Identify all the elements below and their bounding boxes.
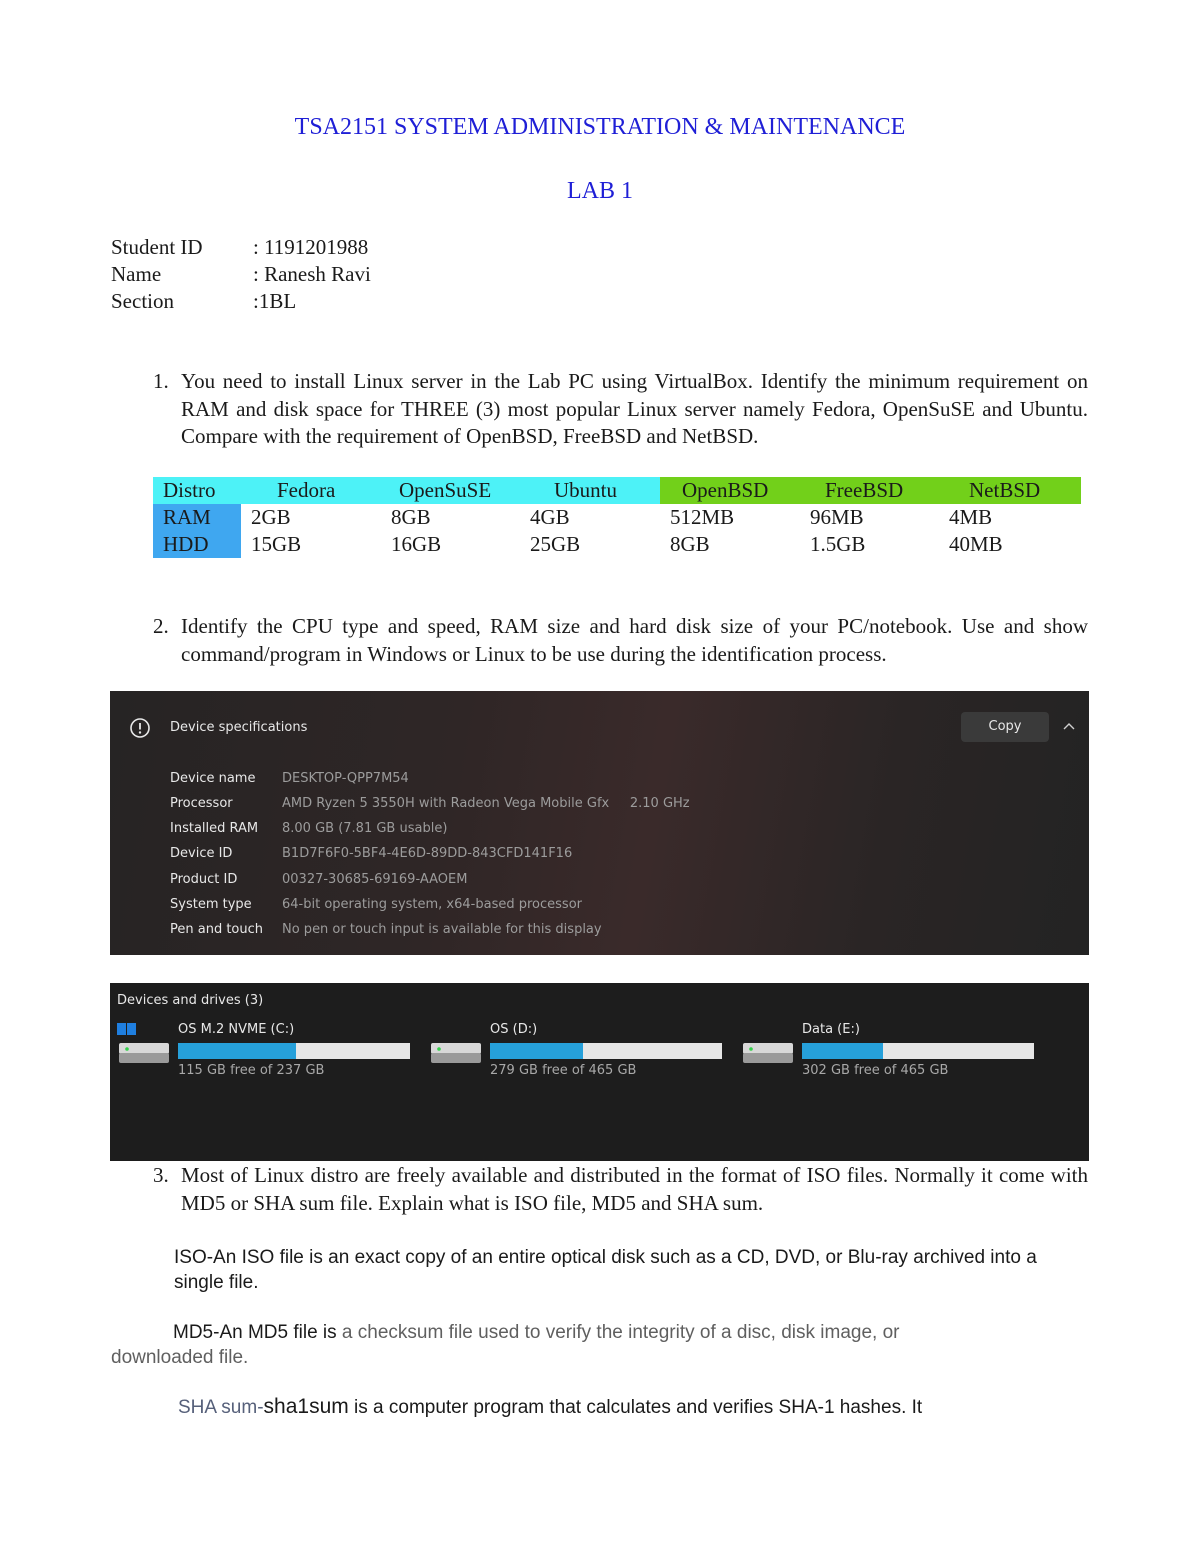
answer-md5-body: a checksum file used to verify the integrity of a disc, disk image, or (341, 1322, 900, 1343)
spec-label: Processor (170, 796, 233, 811)
device-specs-title: Device specifications (170, 720, 308, 735)
course-title: TSA2151 SYSTEM ADMINISTRATION & MAINTENANCE (294, 114, 906, 140)
question-3-text: Most of Linux distro are freely available and distributed in the format of ISO files. Normally it come with MD5 or SHA sum file. Explain what is ISO file, MD5 and SHA sum. (181, 1163, 1088, 1215)
question-3-number: 3. (153, 1163, 169, 1187)
spec-value: DESKTOP-QPP7M54 (282, 771, 409, 786)
drive-name: OS (D:) (490, 1022, 538, 1037)
table-header-row (153, 477, 1081, 504)
spec-value: B1D7F6F0-5BF4-4E6D-89DD-843CFD141F16 (282, 846, 573, 861)
table-header-cell: OpenSuSE (399, 478, 492, 502)
table-cell: 4MB (949, 505, 993, 529)
drive-usage-fill (490, 1043, 583, 1059)
spec-label: Device name (170, 771, 256, 786)
table-cell: 512MB (670, 505, 735, 529)
answer-sha (178, 1394, 1078, 1420)
spec-value: 64-bit operating system, x64-based processor (282, 897, 582, 912)
table-cell: 40MB (949, 532, 1003, 556)
table-header-cell: NetBSD (969, 478, 1041, 502)
drive-free-space: 115 GB free of 237 GB (178, 1063, 325, 1078)
drive-name: Data (E:) (802, 1022, 860, 1037)
table-cell: RAM (163, 505, 211, 529)
question-1 (153, 368, 1088, 451)
question-3 (153, 1162, 1088, 1217)
answer-iso: ISO-An ISO file is an exact copy of an entire optical disk such as a CD, DVD, or Blu-ray archived into a single file. (174, 1247, 1037, 1293)
spec-value: No pen or touch input is available for this display (282, 922, 602, 937)
chevron-up-icon[interactable] (1062, 720, 1076, 734)
table-cell: 15GB (251, 532, 302, 556)
drive-usage-fill (178, 1043, 296, 1059)
drive-usage-bar (178, 1043, 410, 1059)
student-name-value: : Ranesh Ravi (253, 262, 371, 286)
table-cell: 25GB (530, 532, 581, 556)
student-section-row (111, 288, 296, 315)
table-row (153, 531, 1081, 558)
table-header-cell: OpenBSD (682, 478, 769, 502)
student-id-label: Student ID (111, 235, 203, 259)
drive-free-space: 279 GB free of 465 GB (490, 1063, 637, 1078)
table-header-cell: Ubuntu (554, 478, 617, 502)
answer-sha-program: sha1sum (263, 1395, 349, 1418)
table-header-cell: Fedora (277, 478, 336, 502)
student-name-label: Name (111, 262, 162, 286)
student-id-row (111, 234, 368, 261)
answer-sha-prefix: SHA sum- (178, 1397, 264, 1418)
drive-name: OS M.2 NVME (C:) (178, 1022, 295, 1037)
question-2-text: Identify the CPU type and speed, RAM size and hard disk size of your PC/notebook. Use and show command/program in Windows or Linux to be use during the identification process. (181, 614, 1088, 666)
requirements-table (153, 477, 1081, 558)
table-header-cell: FreeBSD (825, 478, 904, 502)
hard-drive-icon (739, 1023, 797, 1065)
spec-label: Product ID (170, 872, 238, 887)
table-cell: 4GB (530, 505, 570, 529)
spec-value: 8.00 GB (7.81 GB usable) (282, 821, 448, 836)
spec-value: 00327-30685-69169-AAOEM (282, 872, 468, 887)
devices-drives-title: Devices and drives (3) (117, 993, 264, 1008)
answer-md5-prefix: MD5-An MD5 file is (173, 1322, 342, 1343)
question-2-number: 2. (153, 614, 169, 638)
table-cell: 96MB (810, 505, 864, 529)
answer-md5 (111, 1320, 1011, 1370)
question-1-number: 1. (153, 369, 169, 393)
answer-md5-body-end: downloaded file. (111, 1347, 249, 1368)
hard-drive-icon (427, 1023, 485, 1065)
spec-label: Pen and touch (170, 922, 264, 937)
devices-and-drives-screenshot (110, 983, 1089, 1161)
table-cell: 8GB (670, 532, 710, 556)
copy-button[interactable]: Copy (961, 712, 1049, 742)
drive-free-space: 302 GB free of 465 GB (802, 1063, 949, 1078)
table-cell: 2GB (251, 505, 291, 529)
table-cell: 16GB (391, 532, 442, 556)
spec-value: AMD Ryzen 5 3550H with Radeon Vega Mobile Gfx 2.10 GHz (282, 796, 690, 811)
student-id-value: : 1191201988 (253, 235, 369, 259)
device-specifications-screenshot (110, 691, 1089, 955)
lab-title: LAB 1 (567, 178, 633, 204)
student-section-label: Section (111, 289, 174, 313)
answer-sha-body: is a computer program that calculates and verifies SHA-1 hashes. It (348, 1397, 923, 1418)
table-row (153, 504, 1081, 531)
table-cell: 1.5GB (810, 532, 866, 556)
spec-label: Installed RAM (170, 821, 259, 836)
table-cell: HDD (163, 532, 209, 556)
drive-usage-fill (802, 1043, 883, 1059)
question-1-text: You need to install Linux server in the Lab PC using VirtualBox. Identify the minimum requirement on RAM and disk space for THREE (3) most popular Linux server namely Fedora, OpenSuSE and Ubuntu. Compare with the requirement of OpenBSD, FreeBSD and NetBSD. (181, 369, 1088, 448)
drive-usage-bar (490, 1043, 722, 1059)
table-header-cell: Distro (163, 478, 216, 502)
windows-drive-icon (115, 1023, 173, 1065)
question-2 (153, 613, 1088, 668)
student-section-value: :1BL (253, 289, 297, 313)
spec-label: System type (170, 897, 252, 912)
table-cell: 8GB (391, 505, 431, 529)
spec-label: Device ID (170, 846, 233, 861)
info-icon (129, 717, 151, 739)
student-name-row (111, 261, 371, 288)
drive-usage-bar (802, 1043, 1034, 1059)
